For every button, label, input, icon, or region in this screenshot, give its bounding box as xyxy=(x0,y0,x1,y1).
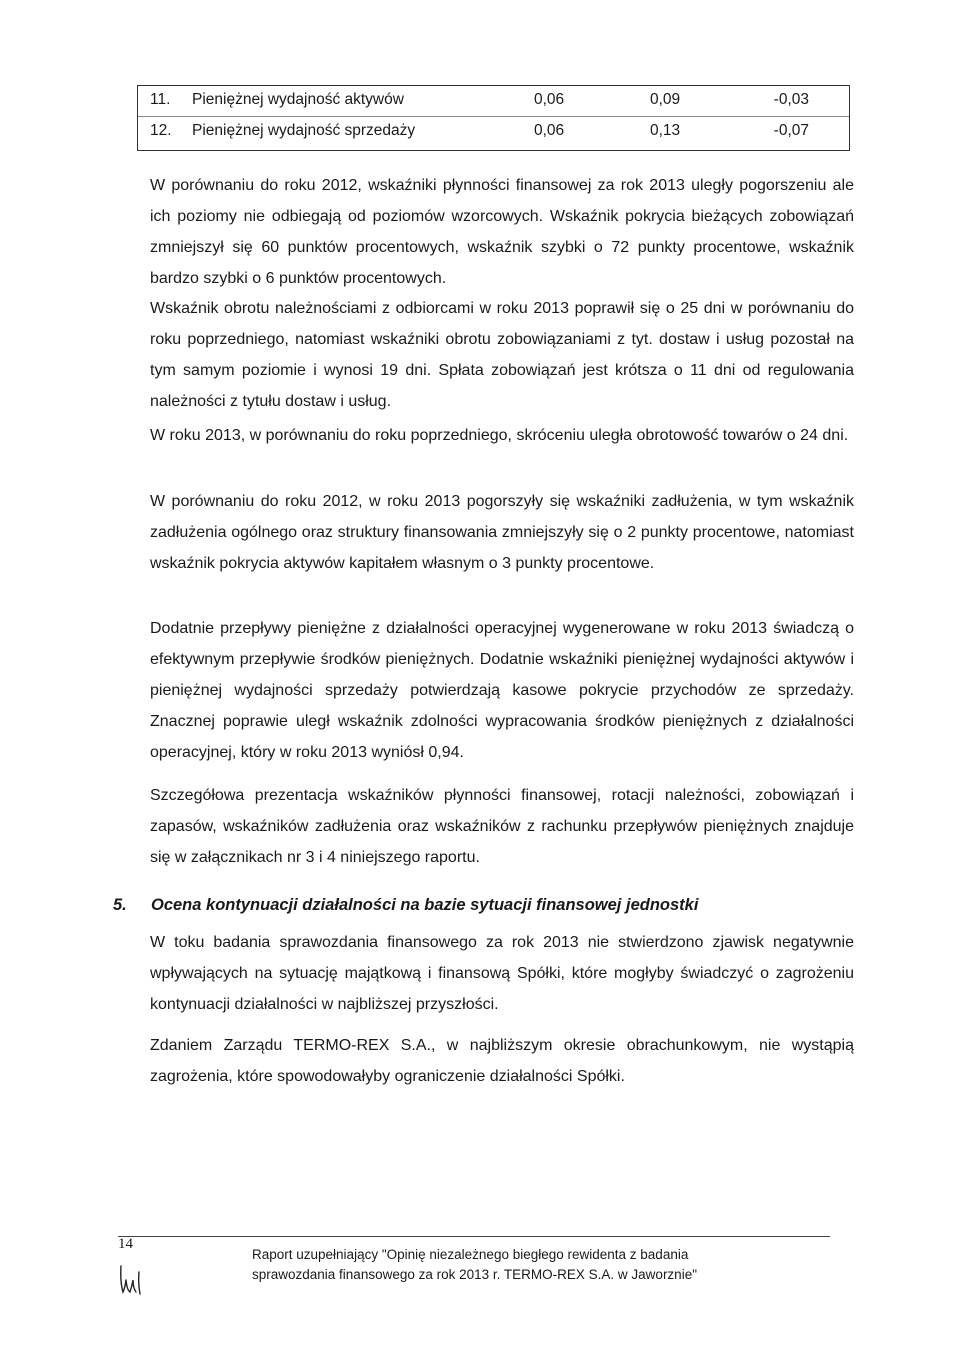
value-2013: 0,09 xyxy=(650,91,681,108)
value-2012: 0,06 xyxy=(534,91,565,108)
row-label: Pieniężnej wydajność sprzedaży xyxy=(192,122,416,139)
footer-line: sprawozdania finansowego za rok 2013 r. TERMO-REX S.A. w Jaworznie" xyxy=(252,1267,697,1282)
row-number: 11. xyxy=(150,91,171,108)
row-divider xyxy=(138,116,849,117)
section-title: Ocena kontynuacji działalności na bazie sytuacji finansowej jednostki xyxy=(151,896,699,914)
paragraph-going-concern: W toku badania sprawozdania finansowego za rok 2013 nie stwierdzono zjawisk negatywnie wpływających na sytuację majątkową i finansową Spółki, które mogłyby świadczyć o zagrożeniu kontynuacji działalności w najbliższej przyszłości. xyxy=(150,934,854,1013)
paragraph-appendix-reference: Szczegółowa prezentacja wskaźników płynności finansowej, rotacji należności, zobowiązań i zapasów, wskaźników zadłużenia oraz wskaźników z rachunku przepływów pieniężnych znajduje się w załącznikach nr 3 i 4 niniejszego raportu. xyxy=(150,787,854,866)
footer-rule xyxy=(118,1236,830,1237)
value-change: -0,03 xyxy=(773,91,809,108)
footer-text xyxy=(252,1245,772,1285)
ratio-table xyxy=(137,85,850,151)
paragraph-turnover: Wskaźnik obrotu należnościami z odbiorcami w roku 2013 poprawił się o 25 dni w porównaniu do roku poprzedniego, natomiast wskaźniki obrotu zobowiązaniami z tyt. dostaw i usług pozostał na tym samym poziomie i wynosi 19 dni. Spłata zobowiązań jest krótsza o 11 dni od regulowania należności z tytułu dostaw i usług. xyxy=(150,300,854,410)
paragraph-inventory: W roku 2013, w porównaniu do roku poprzedniego, skróceniu uległa obrotowość towarów o 24 dni. xyxy=(150,427,849,444)
initials-signature xyxy=(117,1262,151,1296)
page-number: 14 xyxy=(118,1236,133,1252)
paragraph-debt: W porównaniu do roku 2012, w roku 2013 pogorszyły się wskaźniki zadłużenia, w tym wskaźnik zadłużenia ogólnego oraz struktury finansowania zmniejszyły się o 2 punkty procentowe, natomiast wskaźnik pokrycia aktywów kapitałem własnym o 3 punkty procentowe. xyxy=(150,493,854,572)
row-number: 12. xyxy=(150,122,172,139)
footer-line: Raport uzupełniający "Opinię niezależnego biegłego rewidenta z badania xyxy=(252,1247,689,1262)
value-2012: 0,06 xyxy=(534,122,565,139)
paragraph-liquidity: W porównaniu do roku 2012, wskaźniki płynności finansowej za rok 2013 uległy pogorszeniu ale ich poziomy nie odbiegają od poziomów wzorcowych. Wskaźnik pokrycia bieżących zobowiązań zmniejszył się 60 punktów procentowych, wskaźnik szybki o 72 punkty procentowe, wskaźnik bardzo szybki o 6 punktów procentowych. xyxy=(150,177,854,287)
paragraph-management-opinion: Zdaniem Zarządu TERMO-REX S.A., w najbliższym okresie obrachunkowym, nie wystąpią zagrożenia, które spowodowałyby ograniczenie działalności Spółki. xyxy=(150,1037,854,1085)
row-label: Pieniężnej wydajność aktywów xyxy=(192,91,404,108)
value-2013: 0,13 xyxy=(650,122,681,139)
table-row xyxy=(138,91,849,119)
table-row xyxy=(138,122,849,150)
paragraph-cashflow: Dodatnie przepływy pieniężne z działalności operacyjnej wygenerowane w roku 2013 świadczą o efektywnym przepływie środków pieniężnych. Dodatnie wskaźniki pieniężnej wydajności aktywów i pieniężnej wydajności sprzedaży potwierdzają kasowe pokrycie przychodów ze sprzedaży. Znacznej poprawie uległ wskaźnik zdolności wypracowania środków pieniężnych z działalności operacyjnej, który w roku 2013 wyniósł 0,94. xyxy=(150,620,854,761)
value-change: -0,07 xyxy=(773,122,809,139)
section-number: 5. xyxy=(113,896,127,914)
